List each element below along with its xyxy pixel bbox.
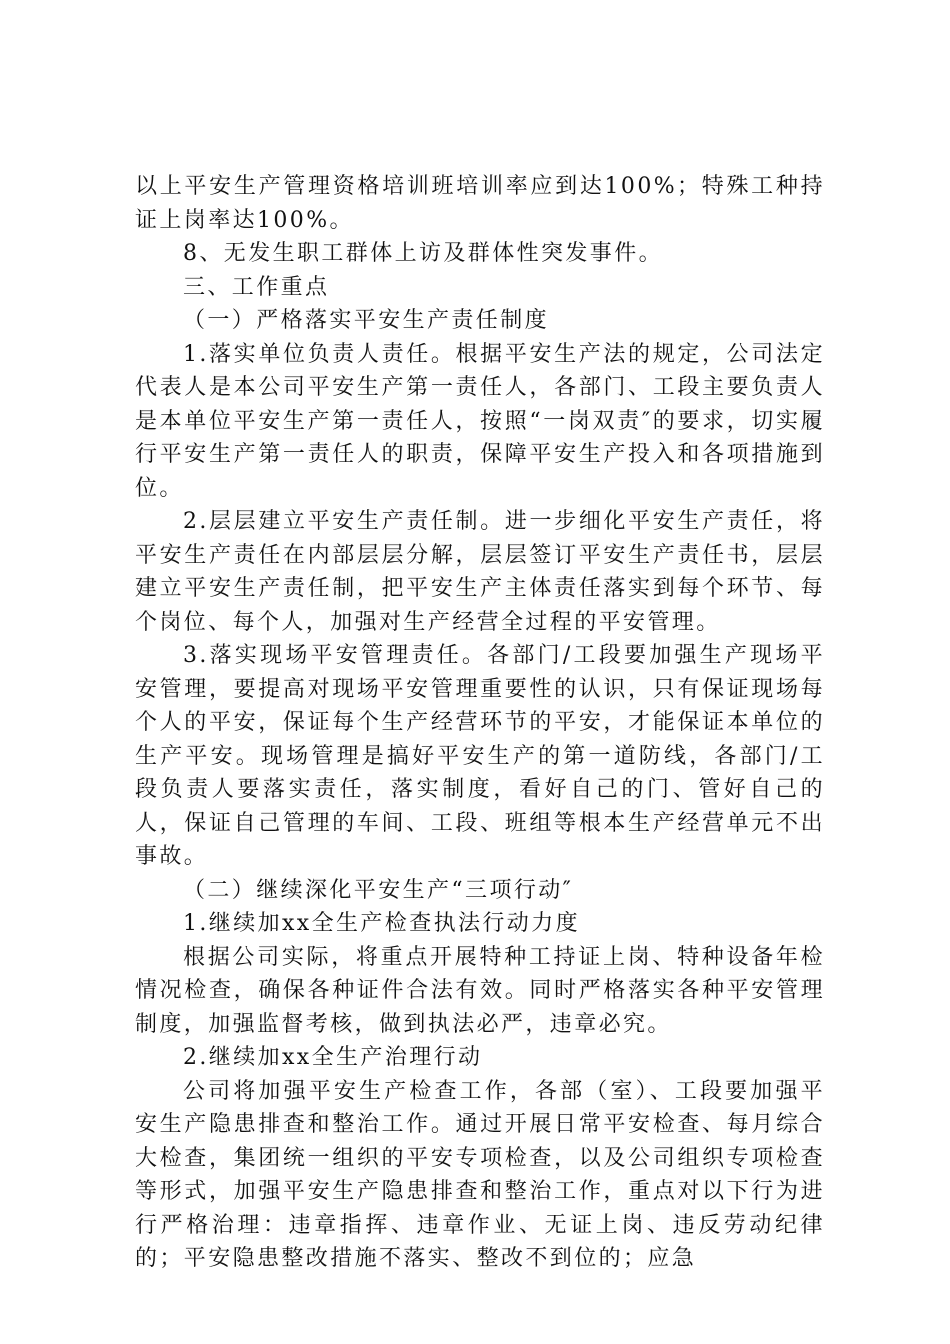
subsection-heading: （二）继续深化平安生产“三项行动″ (183, 877, 574, 903)
document-body (135, 170, 825, 1276)
paragraph: 以上平安生产管理资格培训班培训率应到达100%；特殊工种持证上岗率达100%。 (135, 174, 825, 233)
paragraph: 公司将加强平安生产检查工作，各部（室）、工段要加强平安生产隐患排查和整治工作。通过开展日常平安检查、每月综合大检查，集团统一组织的平安专项检查，以及公司组织专项检查等形式，加强平安生产隐患排查和整治工作，重点对以下行为进行严格治理：违章指挥、违章作业、无证上岗、违反劳动纪律的；平安隐患整改措施不落实、整改不到位的；应急 (135, 1078, 825, 1271)
section-heading: 三、工作重点 (183, 274, 330, 300)
item-heading: 1.继续加xx全生产检查执法行动力度 (183, 911, 581, 936)
paragraph: 8、无发生职工群体上访及群体性突发事件。 (183, 241, 663, 266)
paragraph: 3.落实现场平安管理责任。各部门/工段要加强生产现场平安管理，要提高对现场平安管理重要性的认识，只有保证现场每个人的平安，保证每个生产经营环节的平安，才能保证本单位的生产平安。现场管理是搞好平安生产的第一道防线，各部门/工段负责人要落实责任，落实制度，看好自己的门、管好自己的人，保证自己管理的车间、工段、班组等根本生产经营单元不出事故。 (135, 643, 825, 869)
paragraph: 根据公司实际，将重点开展特种工持证上岗、特种设备年检情况检查，确保各种证件合法有效。同时严格落实各种平安管理制度，加强监督考核，做到执法必严，违章必究。 (135, 944, 825, 1037)
item-heading: 2.继续加xx全生产治理行动 (183, 1045, 483, 1070)
paragraph: 1.落实单位负责人责任。根据平安生产法的规定，公司法定代表人是本公司平安生产第一责任人，各部门、工段主要负责人是本单位平安生产第一责任人，按照“一岗双责″的要求，切实履行平安生产第一责任人的职责，保障平安生产投入和各项措施到位。 (135, 341, 825, 501)
subsection-heading: （一）严格落实平安生产责任制度 (183, 308, 550, 333)
paragraph: 2.层层建立平安生产责任制。进一步细化平安生产责任，将平安生产责任在内部层层分解，层层签订平安生产责任书，层层建立平安生产责任制，把平安生产主体责任落实到每个环节、每个岗位、每个人，加强对生产经营全过程的平安管理。 (135, 509, 825, 635)
